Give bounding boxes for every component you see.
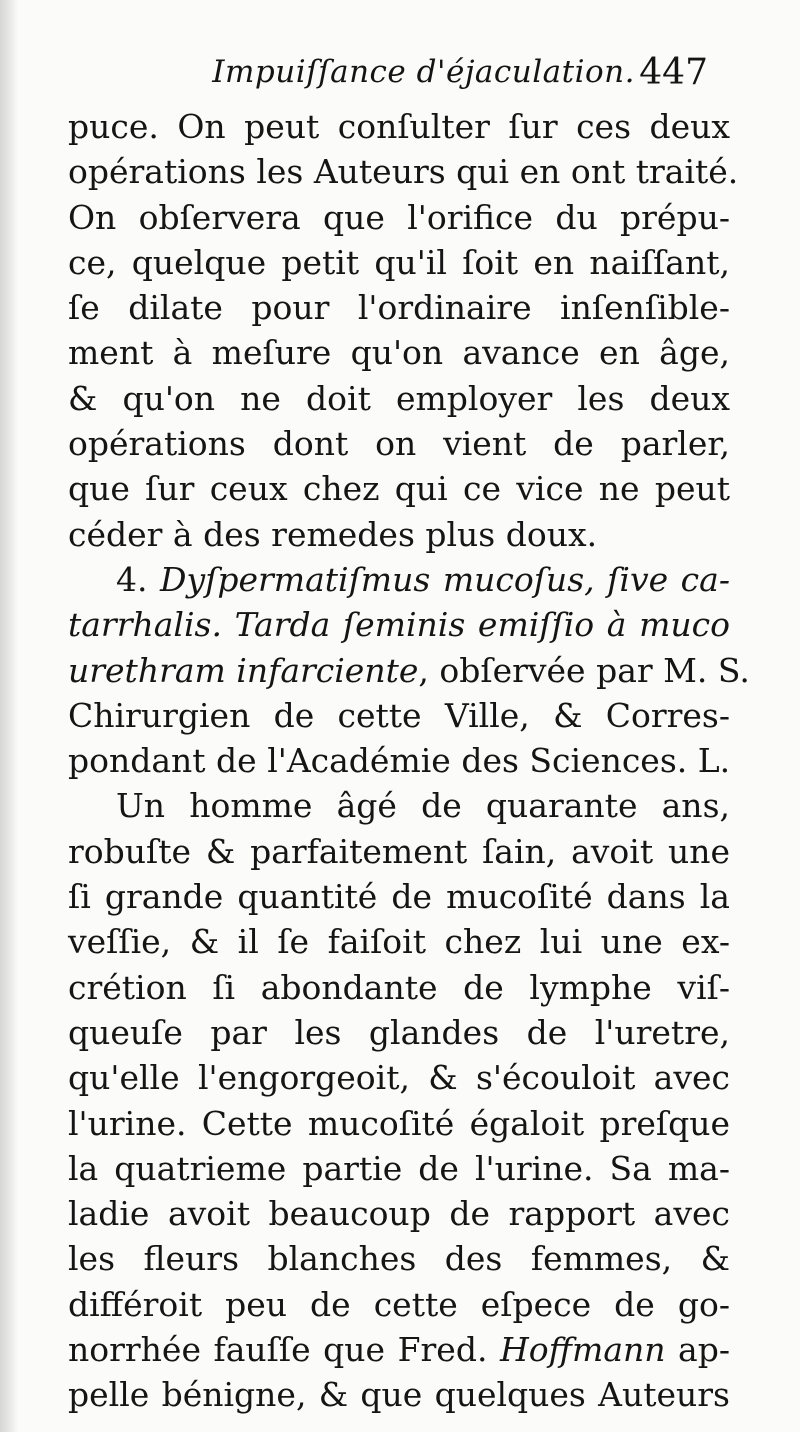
text-line: l'urine. Cette mucoſité égaloit preſque <box>68 1103 730 1143</box>
body-text <box>68 104 750 1418</box>
text-segment: norrhée fauſſe que Fred. <box>68 1330 500 1370</box>
text-line: crétion ſi abondante de lymphe viſ- <box>68 967 730 1007</box>
text-line: les fleurs blanches des femmes, & <box>68 1239 730 1279</box>
text-line: différoit peu de cette eſpece de go- <box>68 1284 730 1324</box>
text-line: qu'elle l'engorgeoit, & s'écouloit avec <box>68 1058 730 1098</box>
text-line: la quatrieme partie de l'urine. Sa ma- <box>68 1148 730 1188</box>
text-line: Un homme âgé de quarante ans, <box>116 786 730 826</box>
text-line: On obſervera que l'orifice du prépu- <box>68 197 730 237</box>
text-line: queuſe par les glandes de l'uretre, <box>68 1012 730 1052</box>
text-line: ladie avoit beaucoup de rapport avec <box>68 1194 730 1234</box>
page-gutter-shadow <box>0 0 18 1432</box>
text-line: robuſte & parfaitement ſain, avoit une <box>68 831 730 871</box>
section-title-roman: , obſervée par M. S. <box>418 650 750 690</box>
text-line: opérations les Auteurs qui en ont traité. <box>68 152 739 192</box>
section-heading-line <box>68 557 730 602</box>
section-title-italic: urethram infarciente <box>68 650 419 690</box>
text-line: & qu'on ne doit employer les deux <box>68 378 730 418</box>
author-name-italic: Hoffmann <box>500 1330 666 1370</box>
text-line: veſſie, & il ſe faiſoit chez lui une ex- <box>68 922 730 962</box>
text-line: ce, quelque petit qu'il ſoit en naiſſant, <box>68 242 730 282</box>
text-line: puce. On peut conſulter ſur ces deux <box>68 107 730 146</box>
text-line <box>68 1327 730 1372</box>
text-line: pelle bénigne, & que quelques Auteurs <box>68 1375 730 1415</box>
text-line: céder à des remedes plus doux. <box>68 514 598 554</box>
text-line: pondant de l'Académie des Sciences. L. <box>68 741 731 781</box>
text-line: ment à meſure qu'on avance en âge, <box>68 333 730 373</box>
text-line: ſe dilate pour l'ordinaire inſenſible- <box>68 288 730 328</box>
page-number: 447 <box>639 52 708 93</box>
text-segment: ap- <box>665 1330 730 1370</box>
section-title-italic: tarrhalis. Tarda ſeminis emiſſio à muco <box>68 605 730 645</box>
text-line: opérations dont on vient de parler, <box>68 424 730 464</box>
section-heading-line <box>68 602 730 647</box>
section-heading-line <box>68 648 750 693</box>
text-line: Chirurgien de cette Ville, & Corres- <box>68 695 730 735</box>
section-title-italic: Dyſpermatiſmus mucoſus, ſive ca- <box>160 559 730 599</box>
text-line: ſi grande quantité de mucoſité dans la <box>68 877 730 917</box>
text-line: que ſur ceux chez qui ce vice ne peut <box>68 469 730 509</box>
page-header <box>0 48 800 108</box>
section-number: 4. <box>116 559 161 599</box>
running-head: Impuiſſance d'éjaculation. <box>212 54 635 90</box>
